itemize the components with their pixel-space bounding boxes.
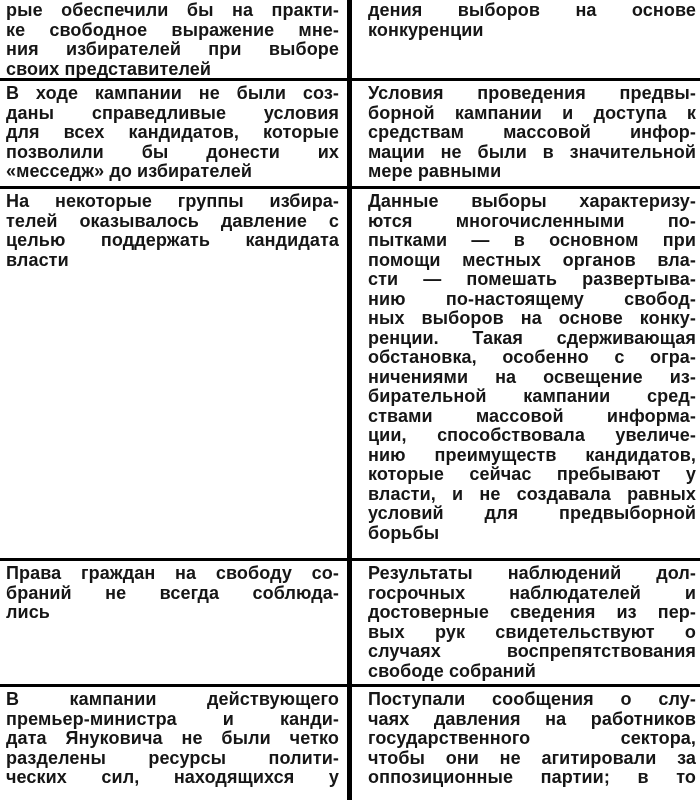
text-line: государственного сектора, <box>368 728 696 748</box>
text-line: лись <box>6 602 50 622</box>
text-line: целью поддержать кандидата <box>6 230 339 250</box>
text-line: нию по-настоящему свобод- <box>368 288 696 309</box>
text-line: обстановка, особенно с огра- <box>368 347 696 367</box>
text-line: пытками — в основном при <box>368 230 696 250</box>
text-line: ются многочисленными по- <box>368 210 696 231</box>
text-line: конкуренции <box>368 19 484 40</box>
table-cell-right <box>347 687 700 800</box>
text-line: условий для предвыборной <box>368 503 696 523</box>
table-cell-left <box>0 561 347 684</box>
text-line: мации не были в значительной <box>368 141 696 162</box>
text-line: чтобы они не агитировали за <box>368 747 696 768</box>
text-line: власти, и не создавала равных <box>368 483 696 504</box>
table-cell-left <box>0 81 347 186</box>
text-line: ке свободное выражение мне- <box>6 19 339 40</box>
text-line: Условия проведения предвы- <box>368 83 696 103</box>
text-line: чаях давления на работников <box>368 708 696 729</box>
text-line: Результаты наблюдений дол- <box>368 563 696 583</box>
text-line: власти <box>6 249 69 270</box>
text-line: дата Януковича не были четко <box>6 728 339 748</box>
table-cell-left <box>0 687 347 800</box>
text-line: ции, способствовала увеличе- <box>368 425 696 445</box>
text-line: которые сейчас пребывают у <box>368 464 696 484</box>
text-line: борьбы <box>368 522 440 543</box>
text-line: борной кампании и доступа к <box>368 102 696 123</box>
text-line: вых рук свидетельствуют о <box>368 621 696 642</box>
text-line: ничениями на освещение из- <box>368 366 696 387</box>
text-line: рые обеспечили бы на практи- <box>6 0 339 20</box>
text-line: браний не всегда соблюда- <box>6 582 339 603</box>
text-line: помощи местных органов вла- <box>368 249 696 270</box>
text-line: оппозиционные партии; в то <box>368 767 696 787</box>
text-line: сти — помешать развертыва- <box>368 269 696 289</box>
text-line: для всех кандидатов, которые <box>6 122 339 142</box>
text-line: ренции. Такая сдерживающая <box>368 327 696 348</box>
text-line: телей оказывалось давление с <box>6 210 339 231</box>
text-line: бирательной кампании сред- <box>368 386 696 406</box>
text-line: В ходе кампании не были соз- <box>6 83 339 103</box>
text-line: случаях воспрепятствования <box>368 641 696 661</box>
text-line: ческих сил, находящихся у <box>6 767 339 787</box>
table-cell-right <box>347 81 700 186</box>
table-cell-right <box>347 561 700 684</box>
text-line: ния избирателей при выборе <box>6 39 339 59</box>
text-line: На некоторые группы избира- <box>6 191 339 211</box>
text-line: разделены ресурсы полити- <box>6 747 339 768</box>
table-cell-left <box>0 0 347 78</box>
text-line: премьер-министра и канди- <box>6 708 339 729</box>
table-cell-right <box>347 189 700 558</box>
table-cell-left <box>0 189 347 558</box>
text-line: ствами массовой информа- <box>368 405 696 426</box>
column-divider-rule <box>347 0 352 800</box>
text-line: достоверные сведения из пер- <box>368 602 696 622</box>
text-line: «месседж» до избирателей <box>6 161 253 181</box>
text-line: мере равными <box>368 161 502 181</box>
text-line: Поступали сообщения о слу- <box>368 689 696 709</box>
text-line: госрочных наблюдателей и <box>368 582 696 603</box>
text-line: свободе собраний <box>368 660 536 681</box>
text-line: дения выборов на основе <box>368 0 696 20</box>
text-line: В кампании действующего <box>6 689 339 709</box>
table-cell-right <box>347 0 700 78</box>
text-line: ных выборов на основе конку- <box>368 308 696 328</box>
text-line: Права граждан на свободу со- <box>6 563 339 583</box>
text-line: средствам массовой инфор- <box>368 122 696 142</box>
text-line: позволили бы донести их <box>6 141 339 162</box>
text-line: нию преимуществ кандидатов, <box>368 444 696 465</box>
text-line: своих представителей <box>6 58 212 78</box>
text-line: даны справедливые условия <box>6 102 339 123</box>
text-line: Данные выборы характеризу- <box>368 191 696 211</box>
